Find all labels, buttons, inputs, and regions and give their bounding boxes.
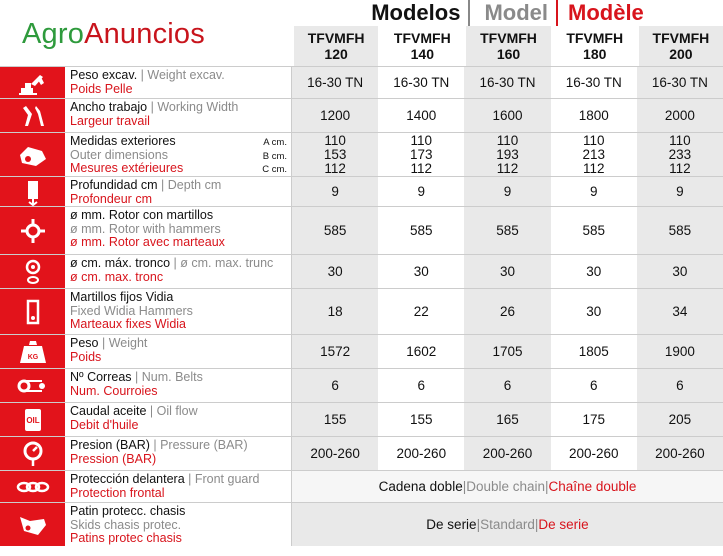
label-fr: Largeur travail <box>70 113 150 128</box>
label-fr: Debit d'huile <box>70 417 139 432</box>
spec-value: 30 <box>464 255 550 288</box>
label-en: Oil flow <box>156 404 198 418</box>
spec-value: 6 <box>637 369 723 402</box>
dimension-units <box>262 136 287 177</box>
model-header <box>551 26 637 66</box>
separator: | <box>149 438 161 452</box>
models-title <box>292 0 723 26</box>
spec-value: 200-260 <box>637 437 723 470</box>
trunk-icon <box>0 255 66 288</box>
label-en: Fixed Widia Hammers <box>70 303 193 318</box>
dimension-unit: B cm. <box>262 150 287 162</box>
label-es: ø cm. máx. tronco <box>70 256 171 270</box>
label-fr: Num. Courroies <box>70 383 158 398</box>
excavator-icon <box>0 67 66 98</box>
spec-value: 585 <box>582 222 605 238</box>
spec-value: 155 <box>292 403 378 436</box>
spec-value: 30 <box>292 255 378 288</box>
spec-label <box>66 99 292 132</box>
model-name: TFVMFH <box>566 30 624 46</box>
label-en: Pressure (BAR) <box>160 438 248 452</box>
label-es: Patin protecc. chasis <box>70 504 186 518</box>
model-number: 180 <box>583 46 607 62</box>
spec-value: 205 <box>637 403 723 436</box>
label-es: Nº Correas <box>70 370 132 384</box>
spec-value: 30 <box>586 303 602 319</box>
separator: | <box>157 178 168 192</box>
label-en: Depth cm <box>167 178 222 192</box>
title-en: Model <box>476 0 558 26</box>
spec-value: 110 233 112 <box>637 133 723 176</box>
spec-values <box>292 437 723 470</box>
model-number: 200 <box>669 46 693 62</box>
spec-value: 18 <box>292 289 378 334</box>
spec-rows <box>0 66 723 546</box>
label-en: ø cm. max. trunc <box>180 256 274 270</box>
spec-value: 16-30 TN <box>292 67 378 98</box>
label-fr: Profondeur cm <box>70 191 152 206</box>
model-name: TFVMFH <box>480 30 537 46</box>
spec-label <box>66 503 292 546</box>
value-fr: Chaîne double <box>548 479 637 494</box>
spec-value: 110 173 112 <box>410 132 433 176</box>
shared-value <box>292 503 723 546</box>
spec-value: 16-30 TN <box>637 67 723 98</box>
spec-label <box>66 471 292 502</box>
spec-label <box>66 255 292 288</box>
spec-values <box>292 369 723 402</box>
spec-value: 1900 <box>637 335 723 368</box>
title-fr: Modèle <box>568 0 644 25</box>
label-fr: Pression (BAR) <box>70 451 157 466</box>
label-en: Front guard <box>194 472 260 486</box>
title-es: Modelos <box>371 0 470 26</box>
value-es: Cadena doble <box>378 479 463 494</box>
spec-value: 585 <box>410 222 433 238</box>
label-fr: Protection frontal <box>70 485 165 500</box>
svg-text:OIL: OIL <box>25 415 40 425</box>
spec-label <box>66 335 292 368</box>
spec-row <box>0 502 723 546</box>
spec-value: 6 <box>589 377 598 393</box>
model-number: 140 <box>410 46 434 62</box>
spec-value: 585 <box>637 207 723 254</box>
spec-values <box>292 133 723 176</box>
label-es: Peso excav. <box>70 68 138 82</box>
spec-label <box>66 289 292 334</box>
label-en: Weight excav. <box>147 68 225 82</box>
label-es: Presion (BAR) <box>70 438 150 452</box>
spec-value: 200-260 <box>464 437 550 470</box>
label-fr: ø cm. max. tronc <box>70 269 164 284</box>
spec-row <box>0 254 723 288</box>
spec-value: 585 <box>292 207 378 254</box>
spec-values <box>292 177 723 206</box>
label-es: Ancho trabajo <box>70 100 148 114</box>
spec-values <box>292 255 723 288</box>
spec-row <box>0 402 723 436</box>
label-en: Working Width <box>157 100 239 114</box>
logo-anuncios: Anuncios <box>84 18 205 50</box>
spec-values <box>292 99 723 132</box>
spec-label <box>66 369 292 402</box>
label-en: Skids chasis protec. <box>70 517 182 532</box>
spec-row <box>0 66 723 98</box>
spec-value: 155 <box>410 411 433 427</box>
value-en: Double chain <box>466 479 546 494</box>
rotor-icon <box>0 207 66 254</box>
spec-label <box>66 207 292 254</box>
spec-value: 16-30 TN <box>393 74 450 90</box>
pressure-icon <box>0 437 66 470</box>
spec-value: 110 213 112 <box>582 132 605 176</box>
separator: | <box>476 517 481 532</box>
label-fr: Poids <box>70 349 102 364</box>
spec-value: 1805 <box>578 343 609 359</box>
spec-row <box>0 176 723 206</box>
spec-value: 200-260 <box>292 437 378 470</box>
spec-values <box>292 289 723 334</box>
spec-value: 110 193 112 <box>464 133 550 176</box>
spec-value: 1400 <box>406 107 437 123</box>
chain-icon <box>0 471 66 502</box>
spec-value: 30 <box>586 263 602 279</box>
separator: | <box>147 100 158 114</box>
spec-row <box>0 288 723 334</box>
label-en: ø mm. Rotor with hammers <box>70 221 221 236</box>
model-number: 120 <box>324 46 348 62</box>
spec-label <box>66 437 292 470</box>
spec-value: 165 <box>464 403 550 436</box>
spec-row <box>0 98 723 132</box>
depth-icon <box>0 177 66 206</box>
belts-icon <box>0 369 66 402</box>
separator: | <box>131 370 142 384</box>
spec-value: 1572 <box>292 335 378 368</box>
spec-row <box>0 436 723 470</box>
agroanuncios-logo <box>22 18 205 51</box>
separator: | <box>545 479 549 494</box>
spec-values <box>292 67 723 98</box>
spec-value: 1705 <box>464 335 550 368</box>
spec-label <box>66 177 292 206</box>
spec-label <box>66 133 292 176</box>
spec-value: 585 <box>464 207 550 254</box>
spec-value: 2000 <box>637 99 723 132</box>
model-name: TFVMFH <box>652 30 710 46</box>
model-header <box>378 26 464 66</box>
spec-value: 9 <box>464 177 550 206</box>
svg-text:KG: KG <box>27 353 38 361</box>
spec-value: 1602 <box>406 343 437 359</box>
label-fr: ø mm. Rotor avec marteaux <box>70 235 225 249</box>
label-en: Outer dimensions <box>70 147 168 162</box>
spec-value: 9 <box>292 177 378 206</box>
label-fr: Patins protec chasis <box>70 531 182 545</box>
spec-value: 1800 <box>578 107 609 123</box>
spec-value: 200-260 <box>396 445 447 461</box>
weight-kg-icon <box>0 335 66 368</box>
skid-icon <box>0 503 66 546</box>
dimension-unit: A cm. <box>263 137 287 148</box>
shared-value <box>292 471 723 502</box>
dimension-unit: C cm. <box>262 164 287 175</box>
spec-value: 30 <box>637 255 723 288</box>
spec-row <box>0 470 723 502</box>
hammer-icon <box>0 289 66 334</box>
separator: | <box>146 404 157 418</box>
spec-value: 26 <box>464 289 550 334</box>
separator: | <box>137 68 148 82</box>
spec-value: 16-30 TN <box>464 67 550 98</box>
label-es: ø mm. Rotor con martillos <box>70 208 214 222</box>
label-es: Protección delantera <box>70 472 185 486</box>
spec-value: 175 <box>582 411 605 427</box>
model-header <box>637 26 723 66</box>
spec-value: 9 <box>417 183 426 199</box>
value-es: De serie <box>426 517 477 532</box>
separator: | <box>98 336 109 350</box>
label-es: Peso <box>70 336 99 350</box>
spec-value: 6 <box>464 369 550 402</box>
separator: | <box>184 472 195 486</box>
separator: | <box>462 479 467 494</box>
model-number: 160 <box>496 46 521 62</box>
label-fr: Mesures extérieures <box>70 161 184 175</box>
spec-value: 9 <box>637 177 723 206</box>
value-en: Standard <box>480 517 535 532</box>
spec-label <box>66 403 292 436</box>
logo-agro: Agro <box>22 18 85 50</box>
label-es: Martillos fijos Vidia <box>70 290 174 304</box>
mulcher-dimensions-icon <box>0 133 66 176</box>
spec-row <box>0 334 723 368</box>
value-fr: De serie <box>538 517 589 532</box>
spec-row <box>0 132 723 176</box>
spec-value: 110 153 112 <box>292 133 378 176</box>
model-header <box>292 26 378 66</box>
label-es: Medidas exteriores <box>70 134 176 148</box>
label-es: Profundidad cm <box>70 178 158 192</box>
model-headers <box>292 26 723 66</box>
spec-value: 30 <box>413 263 429 279</box>
spec-row <box>0 368 723 402</box>
label-es: Caudal aceite <box>70 404 147 418</box>
spec-values <box>292 335 723 368</box>
label-fr: Poids Pelle <box>70 81 133 96</box>
label-en: Weight <box>108 336 148 350</box>
spec-values <box>292 207 723 254</box>
working-width-icon <box>0 99 66 132</box>
model-header <box>464 26 550 66</box>
spec-values <box>292 403 723 436</box>
separator: | <box>170 256 181 270</box>
spec-value: 34 <box>637 289 723 334</box>
spec-value: 16-30 TN <box>565 74 622 90</box>
spec-value: 9 <box>589 183 598 199</box>
spec-value: 6 <box>292 369 378 402</box>
oil-icon <box>0 403 66 436</box>
label-en: Num. Belts <box>141 370 203 384</box>
label-fr: Marteaux fixes Widia <box>70 317 187 331</box>
model-name: TFVMFH <box>307 30 365 46</box>
spec-value: 200-260 <box>568 445 619 461</box>
spec-value: 22 <box>413 303 429 319</box>
spec-label <box>66 67 292 98</box>
spec-value: 6 <box>417 377 426 393</box>
spec-row <box>0 206 723 254</box>
spec-value: 1200 <box>292 99 378 132</box>
model-name: TFVMFH <box>393 30 451 46</box>
spec-value: 1600 <box>464 99 550 132</box>
separator: | <box>534 517 539 532</box>
